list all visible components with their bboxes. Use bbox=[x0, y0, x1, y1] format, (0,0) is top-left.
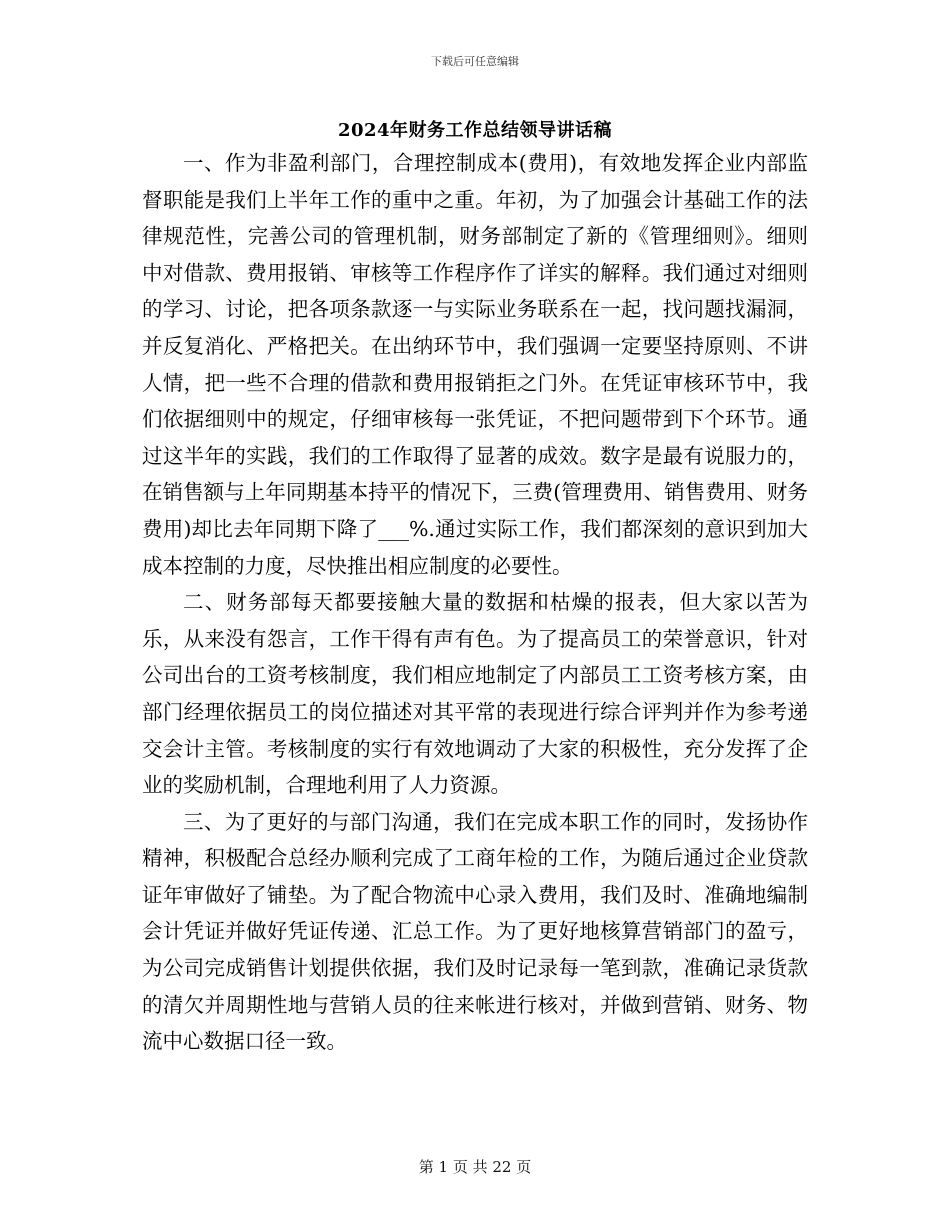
document-body bbox=[142, 145, 808, 1060]
paragraph-department-cooperation: 三、为了更好的与部门沟通，我们在完成本职工作的同时，发扬协作精神，积极配合总经办顺利完成了工商年检的工作，为随后通过企业贷款证年审做好了铺垫。为了配合物流中心录入费用，我们及时、准确地编制会计凭证并做好凭证传递、汇总工作。为了更好地核算营销部门的盈亏，为公司完成销售计划提供依据，我们及时记录每一笔到款，准确记录货款的清欠并周期性地与营销人员的往来帐进行核对，并做到营销、财务、物流中心数据口径一致。 bbox=[142, 809, 808, 1054]
paragraph-cost-control: 一、作为非盈利部门，合理控制成本(费用)，有效地发挥企业内部监督职能是我们上半年工作的重中之重。年初，为了加强会计基础工作的法律规范性，完善公司的管理机制，财务部制定了新的《管理细则》。细则中对借款、费用报销、审核等工作程序作了详实的解释。我们通过对细则的学习、讨论，把各项条款逐一与实际业务联系在一起，找问题找漏洞，并反复消化、严格把关。在出纳环节中，我们强调一定要坚持原则、不讲人情，把一些不合理的借款和费用报销拒之门外。在凭证审核环节中，我们依据细则中的规定，仔细审核每一张凭证，不把问题带到下个环节。通过这半年的实践，我们的工作取得了显著的成效。数字是最有说服力的，在销售额与上年同期基本持平的情况下，三费(管理费用、销售费用、财务费用)却比去年同期下降了___%.通过实际工作，我们都深刻的意识到加大成本控制的力度，尽快推出相应制度的必要性。 bbox=[142, 151, 808, 578]
paragraph-staff-assessment: 二、财务部每天都要接触大量的数据和枯燥的报表，但大家以苦为乐，从来没有怨言，工作干得有声有色。为了提高员工的荣誉意识，针对公司出台的工资考核制度，我们相应地制定了内部员工工资考核方案，由部门经理依据员工的岗位描述对其平常的表现进行综合评判并作为参考递交会计主管。考核制度的实行有效地调动了大家的积极性，充分发挥了企业的奖励机制，合理地利用了人力资源。 bbox=[142, 590, 808, 798]
page-number: 第 1 页 共 22 页 bbox=[418, 1158, 532, 1176]
header-note: 下载后可任意编辑 bbox=[431, 55, 519, 68]
document-title: 2024年财务工作总结领导讲话稿 bbox=[337, 120, 613, 141]
